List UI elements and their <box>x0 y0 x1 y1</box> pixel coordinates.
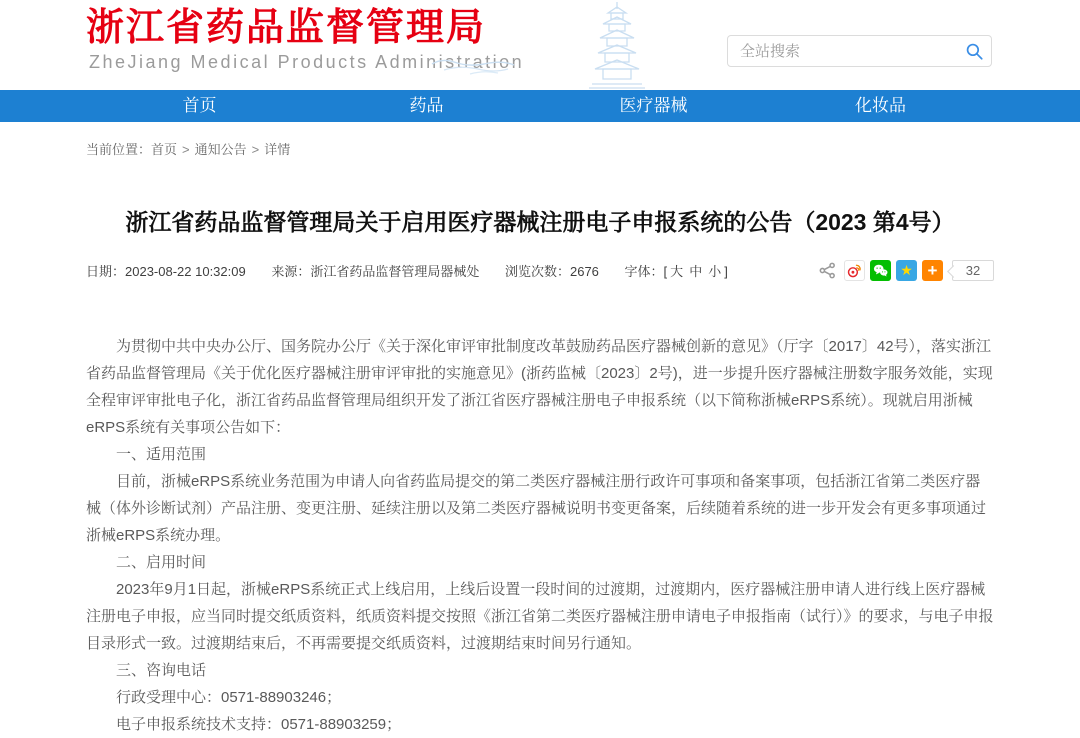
paragraph: 2023年9月1日起，浙械eRPS系统正式上线启用，上线后设置一段时间的过渡期，过渡期内，医疗器械注册申请人进行线上医疗器械注册电子申报，应当同时提交纸质资料，纸质资料提交按照《浙江省第二类医疗器械注册申请电子申报指南（试行）》的要求，与电子申报目录形式一致。过渡期结束后，不再需要提交纸质资料，过渡期结束时间另行通知。 <box>86 581 994 652</box>
search-input[interactable] <box>728 43 957 60</box>
breadcrumb-prefix: 当前位置： <box>86 142 152 157</box>
search-icon[interactable] <box>957 36 991 66</box>
main-nav <box>0 90 1080 122</box>
paragraph: 目前，浙械eRPS系统业务范围为申请人向省药监局提交的第二类医疗器械注册行政许可事项和备案事项，包括浙江省第二类医疗器械（体外诊断试剂）产品注册、变更注册、延续注册以及第二类医疗器械说明书变更备案，后续随着系统的进一步开发会有更多事项通过浙械eRPS系统办理。 <box>86 473 987 544</box>
wechat-icon[interactable] <box>870 260 891 281</box>
breadcrumb-detail[interactable]: 详情 <box>264 142 291 157</box>
share-count-badge: 32 <box>952 260 994 281</box>
paragraph: 为贯彻中共中央办公厅、国务院办公厅《关于深化审评审批制度改革鼓励药品医疗器械创新的意见》（厅字〔2017〕42号），落实浙江省药品监督管理局《关于优化医疗器械注册审评审批的实施意见》(浙药监械〔2023〕2号)，进一步提升医疗器械注册数字服务效能，实现全程审评审批电子化，浙江省药品监督管理局组织开发了浙江省医疗器械注册电子申报系统（以下简称浙械eRPS系统）。现就启用浙械eRPS系统有关事项公告如下： <box>86 338 993 436</box>
breadcrumb <box>86 139 994 158</box>
font-size-label: 字体： <box>624 263 664 279</box>
font-size-medium-button[interactable]: 中 <box>689 263 703 279</box>
nav-item-medical-devices[interactable]: 医疗器械 <box>619 96 688 115</box>
article-source: 来源：浙江省药品监督管理局器械处 <box>271 263 480 279</box>
section-heading: 三、咨询电话 <box>116 662 207 679</box>
section-heading: 二、启用时间 <box>116 554 207 571</box>
article-meta-row <box>86 259 994 281</box>
article-meta <box>86 261 728 280</box>
font-size-large-button[interactable]: 大 <box>670 263 684 279</box>
site-title-cn: 浙江省药品监督管理局 <box>86 4 487 49</box>
font-size-small-button[interactable]: 小 <box>708 263 722 279</box>
nav-item-drugs[interactable]: 药品 <box>409 96 444 115</box>
breadcrumb-separator: > <box>251 142 260 157</box>
article-date: 日期：2023-08-22 10:32:09 <box>86 263 246 279</box>
site-title-en: ZheJiang Medical Products Administration <box>89 52 525 72</box>
pagoda-decoration-icon <box>588 0 646 95</box>
breadcrumb-separator: > <box>182 142 190 157</box>
article-body <box>86 333 994 738</box>
more-share-icon[interactable]: + <box>922 260 943 281</box>
nav-item-home[interactable]: 首页 <box>182 96 217 115</box>
qzone-icon[interactable]: ★ <box>896 260 917 281</box>
bracket: [ <box>663 263 668 279</box>
font-size-control <box>625 264 728 279</box>
weibo-icon[interactable] <box>844 260 865 281</box>
site-search <box>727 35 992 67</box>
wave-decoration-icon <box>430 56 530 81</box>
nav-item-cosmetics[interactable]: 化妆品 <box>855 96 906 115</box>
breadcrumb-notices[interactable]: 通知公告 <box>194 142 247 157</box>
page-title: 浙江省药品监督管理局关于启用医疗器械注册电子申报系统的公告（2023 第4号） <box>125 209 955 235</box>
site-header <box>0 0 1080 90</box>
article-views: 浏览次数：2676 <box>504 263 599 279</box>
share-alt-icon[interactable] <box>819 262 836 279</box>
bracket: ] <box>724 263 728 279</box>
paragraph: 电子申报系统技术支持：0571-88903259； <box>116 716 402 733</box>
paragraph: 行政受理中心：0571-88903246； <box>116 689 342 706</box>
share-bar <box>819 260 994 281</box>
section-heading: 一、适用范围 <box>116 446 207 463</box>
breadcrumb-home[interactable]: 首页 <box>151 142 178 157</box>
